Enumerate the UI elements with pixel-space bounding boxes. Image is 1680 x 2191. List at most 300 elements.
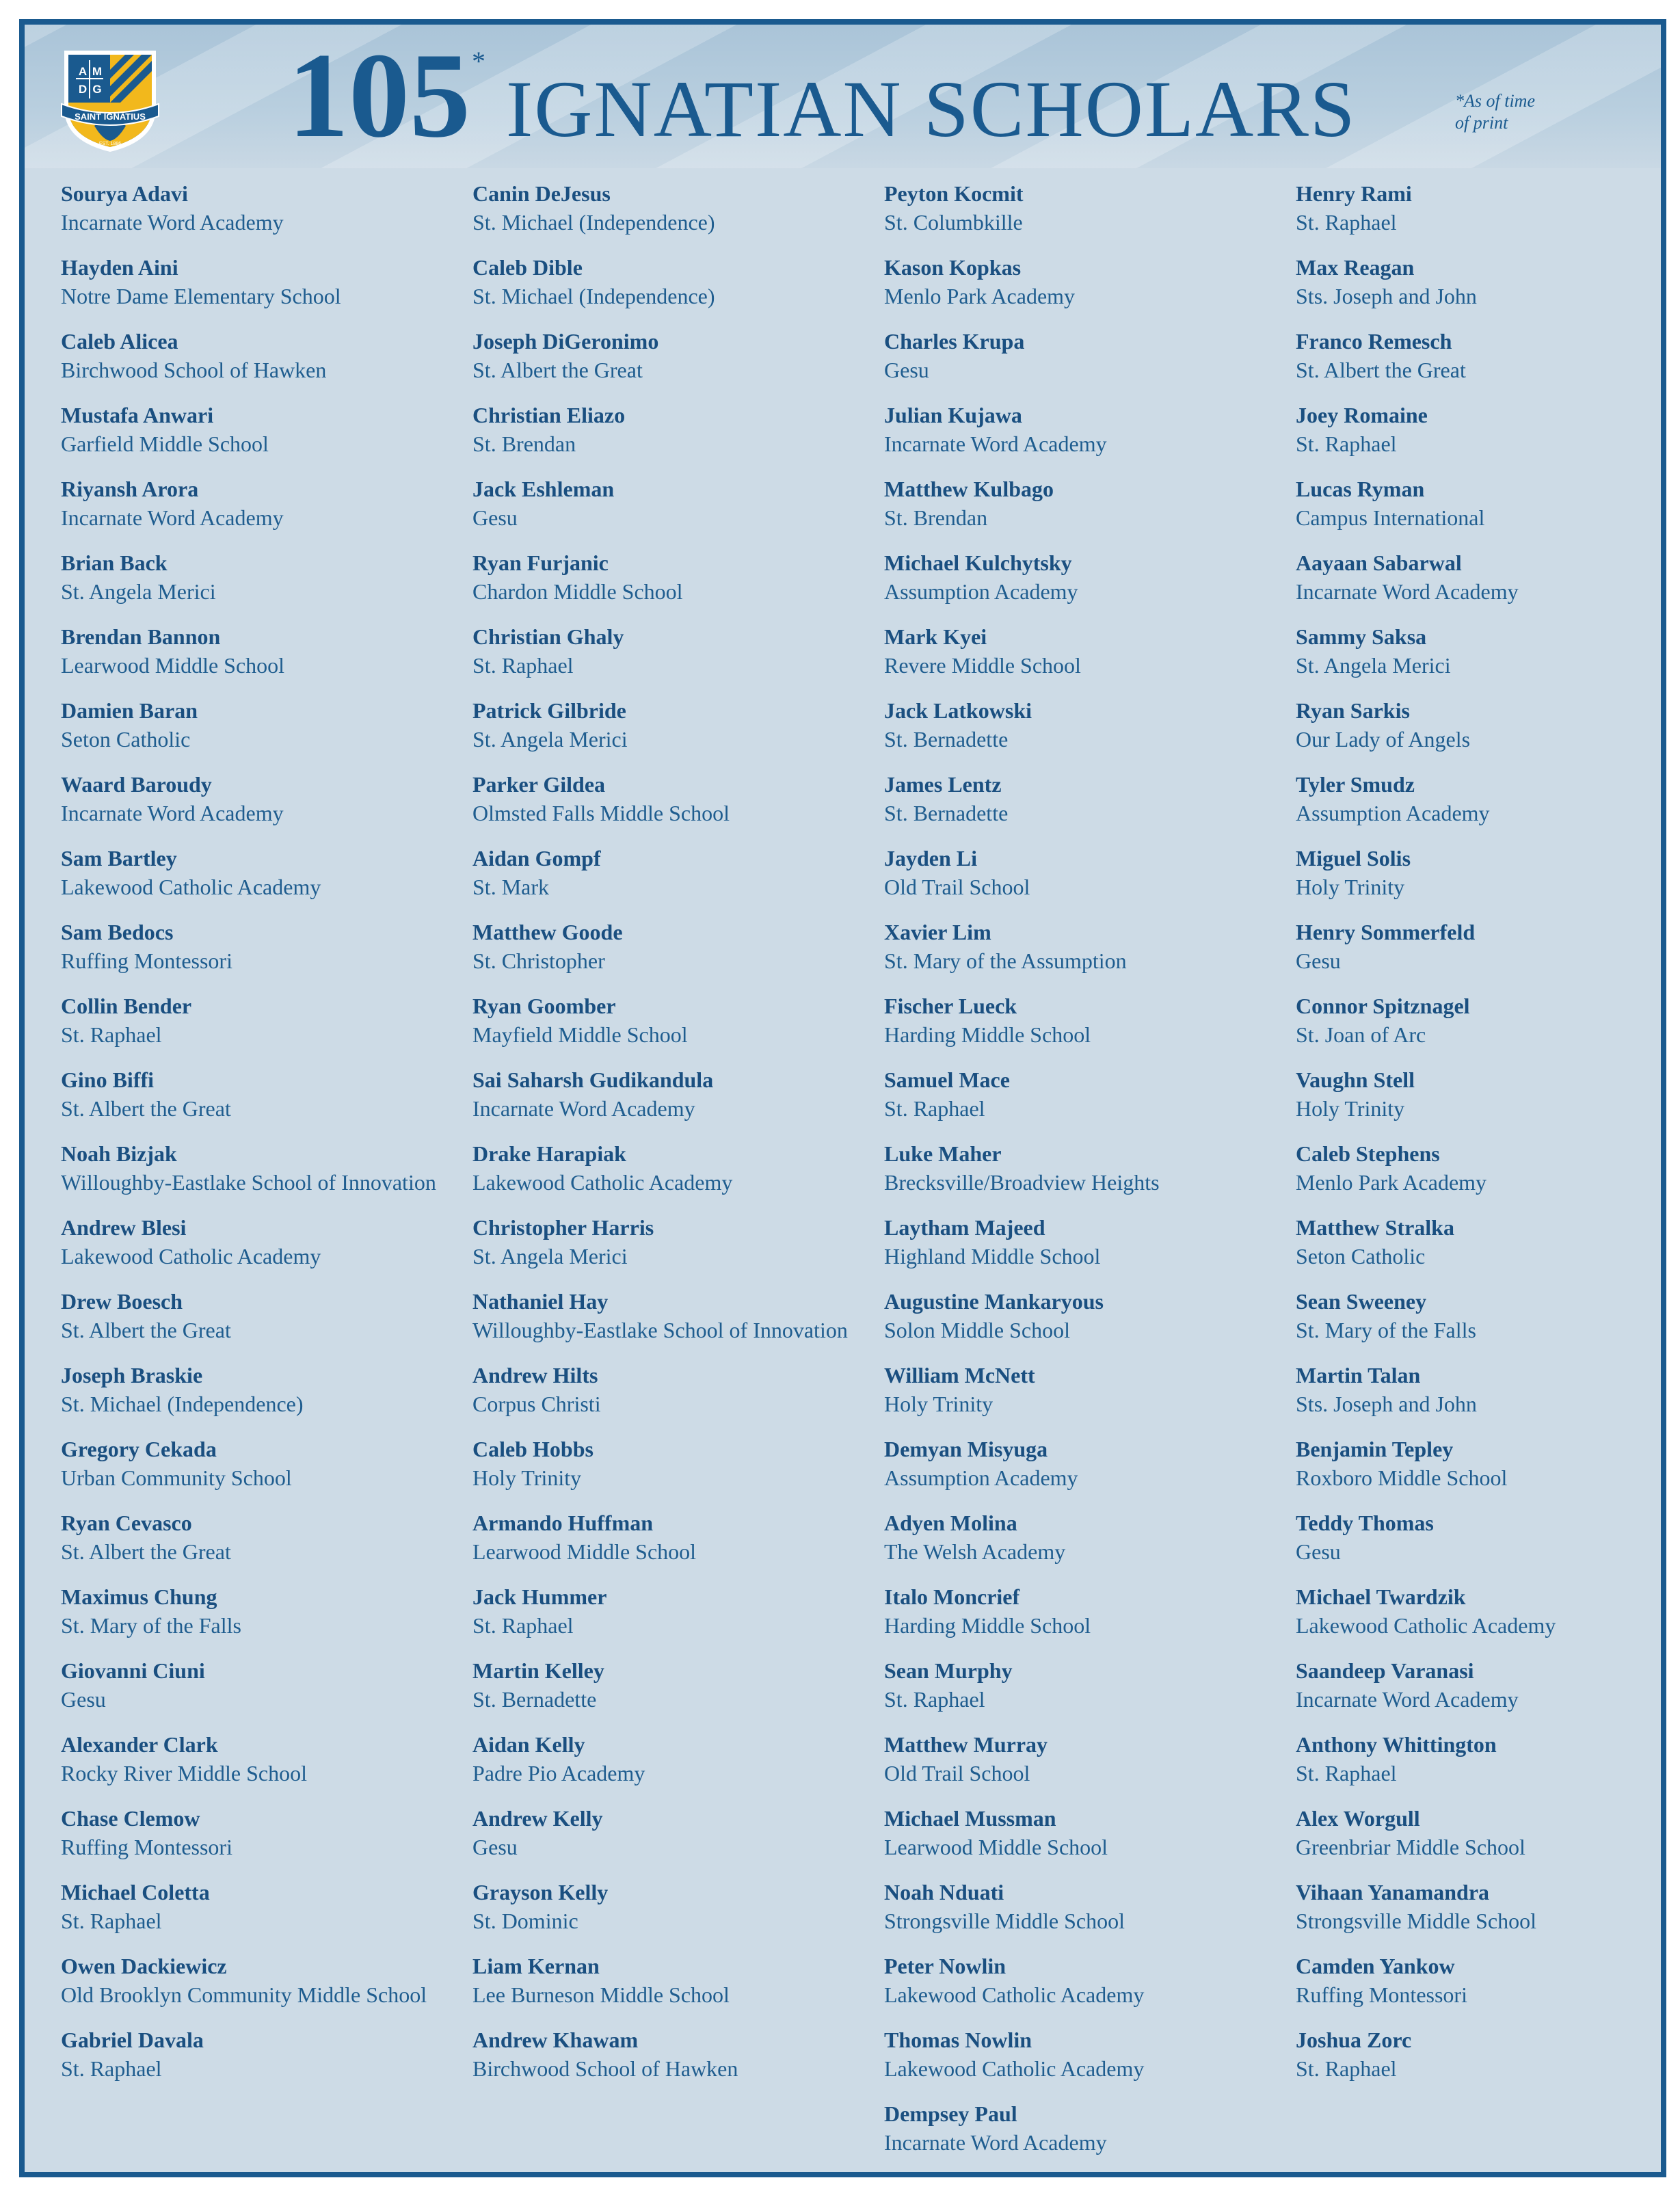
scholar-entry [61,1656,471,1714]
scholar-school: Brecksville/Broadview Heights [884,1170,1160,1195]
scholar-name: Saandeep Varanasi [1296,1658,1474,1683]
scholar-school: Old Trail School [884,875,1030,899]
scholar-name: Franco Remesch [1296,329,1452,354]
crest-est-text: EST. 1886 [98,142,122,146]
scholar-school: St. Raphael [61,1909,162,1933]
scholar-entry [61,1287,471,1344]
scholar-entry [884,179,1294,237]
scholar-school: Ruffing Montessori [61,1835,232,1859]
crest-letter-m: M [92,65,103,78]
scholar-entry [61,1582,471,1640]
scholar-entry [1296,1361,1666,1418]
scholar-name: Mustafa Anwari [61,403,214,427]
scholar-name: Martin Kelley [472,1658,604,1683]
scholar-school: St. Raphael [884,1687,985,1712]
scholar-entry [884,253,1294,310]
scholar-name: Peyton Kocmit [884,181,1024,206]
scholar-school: Gesu [472,505,518,530]
scholar-name: Andrew Blesi [61,1215,187,1240]
scholar-school: St. Raphael [1296,1761,1397,1785]
scholar-name: Aidan Gompf [472,846,601,871]
scholar-name: Christian Eliazo [472,403,626,427]
scholar-entry [884,1287,1294,1344]
scholar-school: Highland Middle School [884,1244,1101,1269]
scholar-school: Corpus Christi [472,1392,601,1416]
scholar-entry [61,1213,471,1271]
scholar-name: Patrick Gilbride [472,698,626,723]
scholar-entry [61,475,471,532]
scholar-name: Maximus Chung [61,1584,217,1609]
scholar-school: St. Angela Merici [472,1244,628,1269]
scholar-entry [61,253,471,310]
scholar-entry [61,770,471,827]
scholar-entry [472,1213,883,1271]
scholar-name: Miguel Solis [1296,846,1411,871]
scholar-school: Incarnate Word Academy [61,505,284,530]
crest-letter-a: A [78,65,88,78]
scholar-entry [884,1361,1294,1418]
scholar-name: Sam Bartley [61,846,177,871]
scholar-school: Strongsville Middle School [1296,1909,1536,1933]
scholar-entry [61,844,471,901]
scholar-entry [884,1730,1294,1788]
scholar-name: Owen Dackiewicz [61,1954,227,1978]
scholar-name: Grayson Kelly [472,1880,609,1904]
scholar-name: Riyansh Arora [61,477,199,501]
scholar-name: Sourya Adavi [61,181,188,206]
scholar-name: Michael Kulchytsky [884,550,1072,575]
scholar-school: St. Raphael [61,2056,162,2081]
scholar-name: Giovanni Ciuni [61,1658,205,1683]
scholar-school: Incarnate Word Academy [1296,1687,1519,1712]
scholar-name: Fischer Lueck [884,994,1017,1018]
scholar-school: Incarnate Word Academy [1296,579,1519,604]
scholar-name: Lucas Ryman [1296,477,1425,501]
scholar-entry [472,992,883,1049]
scholar-school: Our Lady of Angels [1296,727,1471,752]
scholar-name: Christian Ghaly [472,624,624,649]
scholar-school: Incarnate Word Academy [884,2130,1107,2155]
scholar-name: Drew Boesch [61,1289,183,1314]
scholar-entry [884,1878,1294,1935]
scholar-name: Armando Huffman [472,1511,654,1535]
scholar-school: St. Michael (Independence) [472,284,715,308]
column-4 [1296,179,1666,2099]
scholar-school: Strongsville Middle School [884,1909,1125,1933]
scholar-school: Ruffing Montessori [1296,1982,1467,2007]
scholar-name: Michael Mussman [884,1806,1056,1831]
scholar-entry [884,1804,1294,1861]
scholar-entry [884,1509,1294,1566]
scholar-entry [61,1065,471,1123]
column-2 [472,179,883,2099]
scholar-entry [61,1509,471,1566]
scholar-entry [472,918,883,975]
scholar-entry [472,327,883,384]
scholar-entry [1296,1582,1666,1640]
scholar-school: St. Brendan [884,505,988,530]
scholar-name: Charles Krupa [884,329,1025,354]
scholar-school: Gesu [61,1687,106,1712]
scholar-school: St. Angela Merici [472,727,628,752]
scholar-name: James Lentz [884,772,1002,797]
scholar-school: St. Bernadette [884,727,1009,752]
scholar-entry [472,1139,883,1197]
scholar-name: Henry Sommerfeld [1296,920,1476,944]
scholar-list [61,179,1654,2162]
scholar-entry [472,1361,883,1418]
scholar-entry [1296,622,1666,680]
scholar-name: Teddy Thomas [1296,1511,1434,1535]
scholar-name: Sean Murphy [884,1658,1013,1683]
scholar-school: St. Michael (Independence) [472,210,715,235]
scholar-entry [472,844,883,901]
scholar-entry [472,1065,883,1123]
scholar-school: Garfield Middle School [61,431,269,456]
scholar-name: Alex Worgull [1296,1806,1420,1831]
scholar-school: Assumption Academy [1296,801,1490,825]
scholar-school: Incarnate Word Academy [472,1096,695,1121]
scholar-school: St. Brendan [472,431,576,456]
scholar-count: 105 [288,27,470,163]
scholar-name: Sammy Saksa [1296,624,1427,649]
page-title [288,27,1357,163]
scholar-school: Gesu [1296,1539,1341,1564]
scholar-entry [61,1435,471,1492]
scholar-entry [61,1878,471,1935]
scholar-school: Holy Trinity [472,1465,582,1490]
scholar-school: St. Bernadette [472,1687,597,1712]
scholar-school: St. Raphael [1296,210,1397,235]
scholar-entry [472,1656,883,1714]
scholar-entry [884,1952,1294,2009]
scholar-entry [472,1878,883,1935]
scholar-school: Gesu [1296,948,1341,973]
scholar-entry [884,475,1294,532]
scholar-entry [1296,2026,1666,2083]
scholar-entry [472,1952,883,2009]
scholar-entry [61,1361,471,1418]
scholar-entry [61,1952,471,2009]
scholar-school: Ruffing Montessori [61,948,232,973]
scholar-entry [884,1065,1294,1123]
scholar-school: Seton Catholic [61,727,191,752]
scholar-name: Matthew Goode [472,920,623,944]
scholar-name: Andrew Khawam [472,2028,639,2052]
scholar-name: Samuel Mace [884,1067,1010,1092]
scholar-school: St. Albert the Great [61,1096,231,1121]
scholar-name: Brendan Bannon [61,624,221,649]
scholar-entry [472,179,883,237]
scholar-name: Parker Gildea [472,772,606,797]
scholar-name: Connor Spitznagel [1296,994,1470,1018]
scholar-school: St. Albert the Great [472,358,643,382]
scholar-school: Mayfield Middle School [472,1022,688,1047]
scholar-entry [884,622,1294,680]
scholar-school: Chardon Middle School [472,579,683,604]
scholar-school: Campus International [1296,505,1485,530]
scholar-name: Laytham Majeed [884,1215,1045,1240]
scholar-entry [61,401,471,458]
scholar-name: Sam Bedocs [61,920,174,944]
scholar-entry [472,548,883,606]
scholar-school: St. Mary of the Falls [61,1613,241,1638]
scholar-school: Rocky River Middle School [61,1761,307,1785]
scholar-entry [884,696,1294,754]
scholar-entry [1296,1804,1666,1861]
scholar-name: Adyen Molina [884,1511,1017,1535]
scholar-school: Birchwood School of Hawken [472,2056,738,2081]
scholar-name: Brian Back [61,550,168,575]
scholar-name: Ryan Goomber [472,994,616,1018]
scholar-name: Noah Nduati [884,1880,1004,1904]
scholar-school: Holy Trinity [1296,1096,1405,1121]
scholar-entry [61,548,471,606]
scholar-school: St. Michael (Independence) [61,1392,304,1416]
scholar-name: Joey Romaine [1296,403,1428,427]
scholar-school: St. Angela Merici [1296,653,1451,678]
scholar-entry [61,622,471,680]
scholar-name: Xavier Lim [884,920,991,944]
scholar-school: Padre Pio Academy [472,1761,645,1785]
scholar-school: Incarnate Word Academy [61,210,284,235]
scholar-name: Chase Clemow [61,1806,200,1831]
scholar-entry [884,770,1294,827]
scholar-name: Demyan Misyuga [884,1437,1048,1461]
scholar-school: Lakewood Catholic Academy [1296,1613,1556,1638]
scholar-name: Caleb Dible [472,255,583,280]
scholar-entry [884,1213,1294,1271]
title-text: IGNATIAN SCHOLARS [506,64,1357,154]
scholar-entry [1296,327,1666,384]
scholar-name: Liam Kernan [472,1954,600,1978]
scholar-entry [472,475,883,532]
scholar-name: Gabriel Davala [61,2028,204,2052]
scholar-school: Willoughby-Eastlake School of Innovation [61,1170,436,1195]
scholar-school: Gesu [884,358,929,382]
scholar-name: Julian Kujawa [884,403,1022,427]
scholar-name: Nathaniel Hay [472,1289,609,1314]
scholar-school: Lakewood Catholic Academy [472,1170,733,1195]
scholar-entry [1296,253,1666,310]
scholar-name: Aayaan Sabarwal [1296,550,1462,575]
scholar-entry [472,1509,883,1566]
scholar-school: Revere Middle School [884,653,1081,678]
scholar-school: Greenbriar Middle School [1296,1835,1525,1859]
scholar-school: Lakewood Catholic Academy [884,2056,1145,2081]
scholar-entry [472,253,883,310]
scholar-entry [472,1804,883,1861]
scholar-entry [884,327,1294,384]
scholar-entry [61,1139,471,1197]
scholar-name: Vaughn Stell [1296,1067,1415,1092]
column-3 [884,179,1294,2173]
scholar-school: St. Joan of Arc [1296,1022,1426,1047]
scholar-entry [1296,918,1666,975]
scholar-school: Old Brooklyn Community Middle School [61,1982,427,2007]
scholar-name: Mark Kyei [884,624,987,649]
scholar-name: Camden Yankow [1296,1954,1455,1978]
scholar-entry [884,1139,1294,1197]
scholar-name: Joshua Zorc [1296,2028,1412,2052]
scholar-entry [884,548,1294,606]
scholar-entry [1296,1509,1666,1566]
scholar-name: Jack Hummer [472,1584,607,1609]
scholar-school: Seton Catholic [1296,1244,1426,1269]
scholar-name: Hayden Aini [61,255,178,280]
scholar-name: Waard Baroudy [61,772,212,797]
scholar-name: Jayden Li [884,846,978,871]
scholar-entry [884,2026,1294,2083]
scholar-name: Matthew Kulbago [884,477,1054,501]
scholar-school: Lakewood Catholic Academy [61,1244,321,1269]
scholar-entry [472,1582,883,1640]
scholar-school: Gesu [472,1835,518,1859]
scholar-name: Ryan Cevasco [61,1511,192,1535]
scholar-name: Alexander Clark [61,1732,218,1757]
scholar-school: St. Raphael [472,653,574,678]
scholar-entry [1296,844,1666,901]
scholar-entry [61,696,471,754]
scholar-school: St. Albert the Great [61,1539,231,1564]
scholar-entry [472,696,883,754]
scholar-entry [472,622,883,680]
scholar-entry [1296,548,1666,606]
scholar-school: Learwood Middle School [61,653,285,678]
scholar-entry [472,2026,883,2083]
scholar-school: Harding Middle School [884,1022,1091,1047]
scholar-entry [472,1730,883,1788]
scholar-school: Harding Middle School [884,1613,1091,1638]
scholar-school: Holy Trinity [1296,875,1405,899]
scholar-name: Gregory Cekada [61,1437,217,1461]
scholar-name: Augustine Mankaryous [884,1289,1104,1314]
title-asterisk: * [472,46,485,77]
scholar-school: Lee Burneson Middle School [472,1982,730,2007]
scholar-school: Menlo Park Academy [884,284,1076,308]
scholar-name: Italo Moncrief [884,1584,1020,1609]
scholar-school: St. Raphael [61,1022,162,1047]
scholar-school: St. Dominic [472,1909,578,1933]
scholar-school: Old Trail School [884,1761,1030,1785]
scholar-name: Tyler Smudz [1296,772,1415,797]
scholar-name: Ryan Sarkis [1296,698,1410,723]
scholar-entry [1296,1730,1666,1788]
column-1 [61,179,471,2099]
scholar-name: Damien Baran [61,698,198,723]
scholar-school: Incarnate Word Academy [884,431,1107,456]
scholar-entry [1296,1952,1666,2009]
scholar-entry [61,918,471,975]
scholar-name: William McNett [884,1363,1035,1387]
scholar-entry [61,1804,471,1861]
scholar-entry [1296,770,1666,827]
scholar-school: Holy Trinity [884,1392,994,1416]
scholar-school: Sts. Joseph and John [1296,284,1477,308]
scholar-school: The Welsh Academy [884,1539,1066,1564]
scholar-name: Sean Sweeney [1296,1289,1427,1314]
scholar-name: Henry Rami [1296,181,1412,206]
scholar-school: St. Raphael [1296,2056,1397,2081]
scholar-school: St. Columbkille [884,210,1023,235]
scholar-entry [61,327,471,384]
scholar-school: St. Raphael [472,1613,574,1638]
scholar-name: Caleb Hobbs [472,1437,594,1461]
scholar-school: Learwood Middle School [472,1539,697,1564]
scholar-name: Thomas Nowlin [884,2028,1032,2052]
scholar-name: Peter Nowlin [884,1954,1006,1978]
scholar-school: St. Bernadette [884,801,1009,825]
scholar-name: Aidan Kelly [472,1732,585,1757]
scholar-name: Noah Bizjak [61,1141,177,1166]
scholar-entry [61,2026,471,2083]
scholar-school: St. Mary of the Assumption [884,948,1127,973]
scholar-school: Urban Community School [61,1465,292,1490]
scholar-school: Solon Middle School [884,1318,1071,1342]
scholar-school: St. Albert the Great [1296,358,1466,382]
scholar-entry [61,1730,471,1788]
scholar-entry [1296,992,1666,1049]
scholar-school: Notre Dame Elementary School [61,284,341,308]
scholar-school: Menlo Park Academy [1296,1170,1487,1195]
scholar-name: Caleb Stephens [1296,1141,1440,1166]
scholar-school: Incarnate Word Academy [61,801,284,825]
scholar-entry [1296,1656,1666,1714]
scholar-school: Birchwood School of Hawken [61,358,327,382]
scholar-entry [472,1287,883,1344]
scholar-entry [61,179,471,237]
scholar-entry [1296,179,1666,237]
scholar-name: Gino Biffi [61,1067,155,1092]
scholar-entry [884,844,1294,901]
scholar-name: Luke Maher [884,1141,1002,1166]
scholar-entry [884,918,1294,975]
scholar-name: Canin DeJesus [472,181,611,206]
scholar-name: Vihaan Yanamandra [1296,1880,1490,1904]
scholar-name: Max Reagan [1296,255,1415,280]
scholar-school: St. Raphael [1296,431,1397,456]
scholar-entry [1296,1287,1666,1344]
footnote-line-2: of print [1455,113,1508,133]
scholar-school: Assumption Academy [884,579,1078,604]
scholar-name: Collin Bender [61,994,192,1018]
scholar-school: Roxboro Middle School [1296,1465,1508,1490]
scholar-name: Andrew Hilts [472,1363,598,1387]
scholar-entry [884,1582,1294,1640]
crest-ribbon-text: SAINT IGNATIUS [75,111,146,122]
page-frame [19,19,1666,2177]
scholar-entry [1296,1139,1666,1197]
saint-ignatius-crest-icon [59,45,161,155]
scholar-name: Dempsey Paul [884,2101,1017,2126]
scholar-entry [884,2099,1294,2157]
scholar-entry [884,401,1294,458]
scholar-entry [1296,475,1666,532]
scholar-name: Andrew Kelly [472,1806,603,1831]
scholar-name: Christopher Harris [472,1215,654,1240]
scholar-school: Lakewood Catholic Academy [61,875,321,899]
crest-letter-d: D [78,83,88,96]
scholar-entry [472,401,883,458]
scholar-name: Kason Kopkas [884,255,1022,280]
scholar-name: Joseph Braskie [61,1363,203,1387]
scholar-entry [1296,401,1666,458]
scholar-name: Michael Twardzik [1296,1584,1466,1609]
scholar-school: Learwood Middle School [884,1835,1108,1859]
scholar-name: Ryan Furjanic [472,550,609,575]
scholar-entry [884,1656,1294,1714]
scholar-school: St. Raphael [884,1096,985,1121]
